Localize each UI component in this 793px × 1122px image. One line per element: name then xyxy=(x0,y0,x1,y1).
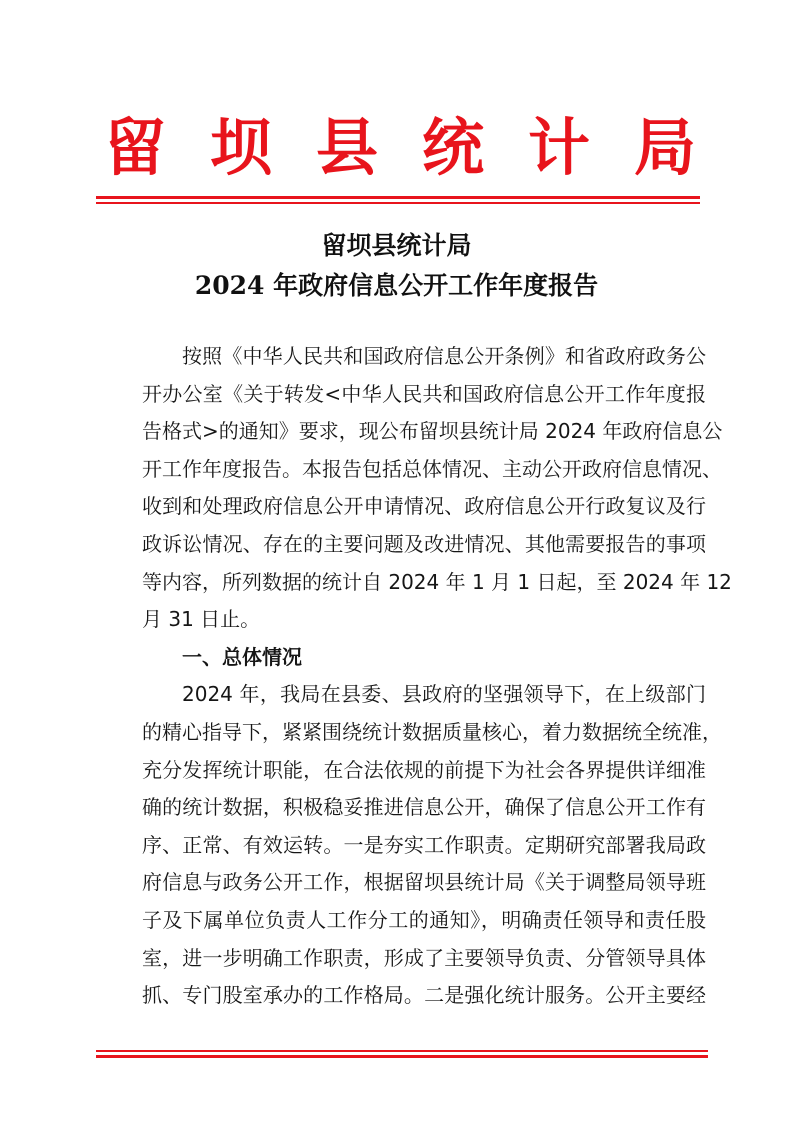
paragraph-line: 开工作年度报告。本报告包括总体情况、主动公开政府信息情况、 xyxy=(142,456,722,481)
letterhead-char: 局 xyxy=(633,111,696,184)
letterhead-char: 统 xyxy=(421,111,484,184)
paragraph-line: 府信息与政务公开工作，根据留坝县统计局《关于调整局领导班 xyxy=(142,870,706,895)
paragraph-line: 等内容，所列数据的统计自 2024 年 1 月 1 日起，至 2024 年 12 xyxy=(142,569,732,594)
letterhead-rule-thick xyxy=(96,196,700,199)
paragraph-line: 开办公室《关于转发<中华人民共和国政府信息公开工作年度报 xyxy=(142,381,706,406)
letterhead xyxy=(100,108,700,188)
paragraph-line: 抓、专门股室承办的工作格局。二是强化统计服务。公开主要经 xyxy=(142,983,706,1008)
paragraph-line: 充分发挥统计职能，在合法依规的前提下为社会各界提供详细准 xyxy=(142,757,706,782)
paragraph-line: 确的统计数据，积极稳妥推进信息公开，确保了信息公开工作有 xyxy=(142,795,706,820)
letterhead-char: 县 xyxy=(315,111,378,184)
paragraph-line: 的精心指导下，紧紧围绕统计数据质量核心，着力数据统全统准， xyxy=(142,719,722,744)
letterhead-rule-thin xyxy=(96,202,700,204)
document-title-line2: 2024 年政府信息公开工作年度报告 xyxy=(194,271,599,300)
letterhead-char: 计 xyxy=(527,111,590,184)
section-heading: 一、总体情况 xyxy=(182,644,302,669)
paragraph-line: 室，进一步明确工作职责，形成了主要领导负责、分管领导具体 xyxy=(142,945,706,970)
paragraph-line: 政诉讼情况、存在的主要问题及改进情况、其他需要报告的事项 xyxy=(142,531,706,556)
paragraph-line: 子及下属单位负责人工作分工的通知》，明确责任领导和责任股 xyxy=(142,907,706,932)
footer-rule-thick xyxy=(96,1055,708,1058)
document-body xyxy=(142,338,732,1015)
letterhead-char: 坝 xyxy=(209,111,272,184)
letterhead-char: 留 xyxy=(103,111,166,184)
footer-rule-thin xyxy=(96,1050,708,1052)
document-title-line1: 留坝县统计局 xyxy=(321,231,472,260)
paragraph-line: 按照《中华人民共和国政府信息公开条例》和省政府政务公 xyxy=(182,344,706,368)
paragraph-line: 告格式>的通知》要求，现公布留坝县统计局 2024 年政府信息公 xyxy=(142,419,723,444)
paragraph-line: 月 31 日止。 xyxy=(142,607,261,632)
paragraph-line: 2024 年，我局在县委、县政府的坚强领导下，在上级部门 xyxy=(182,682,706,707)
paragraph-line: 收到和处理政府信息公开申请情况、政府信息公开行政复议及行 xyxy=(142,494,706,519)
paragraph-line: 序、正常、有效运转。一是夯实工作职责。定期研究部署我局政 xyxy=(142,832,706,857)
